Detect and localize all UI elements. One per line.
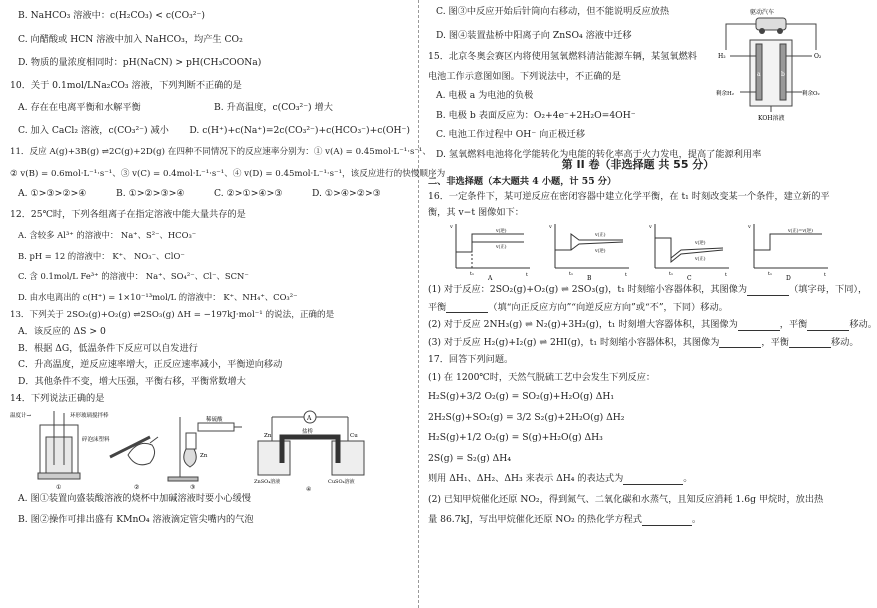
fuel-cell-diagram (716, 6, 836, 124)
label-salt-bridge: 盐桥 (302, 428, 314, 435)
q12-option-a: A. 含较多 Al³⁺ 的溶液中： Na⁺、S²⁻、HCO₃⁻ (18, 230, 197, 241)
equation-3: H₂S(g)+1/2 O₂(g) = S(g)+H₂O(g) ΔH₃ (428, 432, 603, 444)
graph-d-curve1: v(正)=v(逆) (787, 229, 813, 235)
q11-stem-2: ② v(B) = 0.6mol·L⁻¹·s⁻¹、③ v(C) = 0.4mol·L⁻¹·s⁻¹、④ v(D) = 0.45mol·L⁻¹·s⁻¹，该反应进行的快慢顺序为 (10, 168, 446, 179)
q16-part1-line2 (428, 302, 848, 314)
q16-part3 (428, 336, 859, 349)
q16-stem-2: 衡，其 v−t 图像如下： (428, 206, 524, 218)
q12-option-c: C. 含 0.1mol/L Fe³⁺ 的溶液中： Na⁺、SO₄²⁻、Cl⁻、SCN⁻ (18, 271, 249, 282)
q17-part1-answer: 则用 ΔH₁、ΔH₂、ΔH₃ 来表示 ΔH₄ 的表达式为 。 (428, 473, 693, 485)
q17-stem: 17．回答下列问题。 (428, 354, 514, 366)
graph-c-curve2: v(正) (694, 257, 706, 263)
graph-d-ylabel: v (747, 224, 751, 231)
q10-options-row1 (10, 102, 410, 114)
graph-b-ylabel: v (549, 224, 553, 231)
q16-part3-blank2[interactable] (789, 338, 831, 348)
q14-stem: 14．下列说法正确的是 (10, 393, 105, 405)
q16-part3-text3: 移动。 (830, 336, 859, 348)
vt-graph-c (648, 220, 731, 283)
label-zn-electrode: Zn (264, 432, 272, 439)
q17-part2: (2) 已知甲烷催化还原 NO₂，得到氮气、二氧化碳和水蒸气，且知反应消耗 1.6g 甲烷时，放出热 (428, 493, 824, 505)
q17-part1-text: 则用 ΔH₁、ΔH₂、ΔH₃ 来表示 ΔH₄ 的表达式为 (428, 473, 624, 485)
svg-text:A: A (307, 414, 312, 422)
q10-stem: 10．关于 0.1mol/LNa₂CO₃ 溶液，下列判断不正确的是 (10, 79, 242, 91)
label-fig3: ③ (190, 483, 196, 491)
graph-a-label: A (488, 275, 493, 283)
q16-part2-text3: 移动。 (849, 319, 877, 331)
q11-option-c: C. ②>①>④>③ (214, 188, 283, 200)
q13-option-c: C．升高温度，逆反应速率增大，正反应速率减小，平衡逆向移动 (18, 359, 283, 371)
label-cuso4: CuSO₄溶液 (328, 478, 355, 485)
label-fig1: ① (56, 483, 62, 491)
q12-stem: 12．25℃时，下列各组离子在指定溶液中能大量共存的是 (10, 208, 246, 220)
label-o2: O₂ (814, 53, 822, 60)
q16-vt-graphs (428, 220, 848, 283)
q16-part1-text3: 平衡 (428, 301, 447, 313)
q14-option-d: D. 图④装置盐桥中阳离子向 ZnSO₄ 溶液中迁移 (436, 29, 632, 41)
graph-a-t1: t₁ (470, 271, 475, 278)
q10-option-d: D. c(H⁺)+c(Na⁺)=2c(CO₃²⁻)+c(HCO₃⁻)+c(OH⁻) (189, 124, 410, 136)
q15-option-c: C. 电池工作过程中 OH⁻ 向正极迁移 (436, 129, 586, 140)
q16-part3-text: (3) 对于反应 H₂(g)+I₂(g) ⇌ 2HI(g)，t₁ 时刻缩小容器体积，其图像为 (428, 336, 720, 348)
q17-part1: (1) 在 1200℃时，天然气脱硫工艺中会发生下列反应： (428, 371, 656, 383)
q16-part1-text4: （填“向正反应方向”“向逆反应方向”或“不”，下同）移动。 (488, 301, 728, 313)
q10-option-b: B. 升高温度，c(CO₃²⁻) 增大 (214, 102, 333, 113)
right-column (428, 4, 877, 526)
label-foam: 碎泡沫塑料 (82, 436, 110, 443)
label-znso4: ZnSO₄溶液 (254, 478, 281, 485)
q15-stem-2: 电池工作示意图如图。下列说法中，不正确的是 (428, 70, 621, 82)
graph-a-curve1: v(逆) (496, 229, 507, 235)
column-divider (418, 0, 419, 608)
q11-option-b: B. ①>②>③>④ (116, 188, 185, 200)
section-2-subtitle: 二、非选择题（本大题共 4 小题，计 55 分） (428, 175, 617, 187)
graph-b-label: B (587, 275, 592, 283)
q11-option-a: A. ①>③>②>④ (18, 188, 87, 200)
car-icon (756, 18, 786, 30)
q16-part2-text: (2) 对于反应 2NH₃(g) ⇌ N₂(g)+3H₂(g)，t₁ 时刻增大容器体积，其图像为 (428, 319, 738, 331)
graph-d-t1: t₁ (767, 271, 772, 278)
q16-part1-text2: （填字母，下同）， (789, 284, 868, 296)
graph-b-curve2: v(逆) (595, 249, 606, 255)
graph-c-ylabel: v (648, 224, 652, 231)
q9-option-b: B. NaHCO₃ 溶液中：c(H₂CO₃) < c(CO₃²⁻) (18, 10, 205, 21)
graph-a-curve2: v(正) (496, 245, 507, 251)
q9-option-c: C. 向醋酸或 HCN 溶液中加入 NaHCO₃，均产生 CO₂ (18, 33, 243, 45)
q15-option-a: A. 电极 a 为电池的负极 (436, 90, 534, 101)
label-remaining-h2: 剩余H₂ (716, 91, 735, 97)
q16-part3-text2: ，平衡 (761, 336, 789, 348)
label-drive-car: 驱动汽车 (750, 9, 775, 16)
label-h2: H₂ (718, 53, 726, 60)
q12-option-b: B. pH = 12 的溶液中： K⁺、 NO₃⁻、ClO⁻ (18, 250, 185, 261)
graph-d-xlabel: t (823, 272, 826, 279)
q11-stem: 11．反应 A(g)+3B(g) ⇌2C(g)+2D(g) 在四种不同情况下的反应速率分别为：① v(A) = 0.45mol·L⁻¹·s⁻¹、 (10, 147, 431, 157)
q10-options-row2 (10, 125, 410, 137)
graph-d-label: D (785, 275, 791, 283)
q16-stem: 16．一定条件下，某可逆反应在密闭容器中建立化学平衡，在 t₁ 时刻改变某一个条件，建立新的平 (428, 191, 830, 203)
label-acid: 稀硫酸 (206, 416, 223, 423)
graph-a-ylabel: v (450, 224, 453, 231)
q16-part2-blank2[interactable] (807, 321, 849, 331)
q14-option-b: B. 图②操作可排出盛有 KMnO₄ 溶液滴定管尖嘴内的气泡 (18, 514, 254, 526)
q12-option-d: D. 由水电离出的 c(H⁺) = 1×10⁻¹³mol/L 的溶液中： K⁺、NH₄⁺、CO₃²⁻ (18, 291, 298, 302)
q13-option-b: B．根据 ΔG，低温条件下反应可以自发进行 (18, 342, 198, 354)
q13-option-d: D．其他条件不变，增大压强，平衡右移，平衡常数增大 (18, 375, 246, 387)
q16-part3-blank1[interactable] (719, 338, 761, 348)
vt-graph-d (747, 220, 830, 283)
q16-part2-text2: ，平衡 (779, 319, 808, 331)
label-fig2: ② (134, 483, 140, 491)
q15-option-d: D. 氢氧燃料电池将化学能转化为电能的转化率高于火力发电，提高了能源利用率 (436, 148, 762, 160)
q17-part2-line2: 量 86.7kJ，写出甲烷催化还原 NO₂ 的热化学方程式 。 (428, 514, 702, 526)
label-fig4: ④ (306, 485, 312, 493)
graph-c-curve1: v(逆) (694, 241, 706, 247)
label-electrode-a: a (757, 71, 761, 78)
burette-diagram (110, 437, 158, 491)
q16-part1 (428, 284, 868, 296)
label-thermometer: 温度计→ (10, 412, 32, 419)
q16-part1-blank1[interactable] (747, 286, 789, 296)
q15-block (428, 6, 848, 160)
graph-c-xlabel: t (724, 272, 727, 279)
equation-1: H₂S(g)+3/2 O₂(g) = SO₂(g)+H₂O(g) ΔH₁ (428, 391, 615, 403)
q10-option-a: A. 存在在电离平衡和水解平衡 (18, 102, 141, 113)
q16-part2 (428, 319, 877, 331)
equation-4: 2S(g) = S₂(g) ΔH₄ (428, 452, 512, 464)
label-cu-electrode: Cu (350, 432, 358, 439)
q11-option-d: D. ①>④>②>③ (312, 188, 381, 200)
q16-part1-blank2[interactable] (446, 303, 488, 313)
q15-option-b: B. 电极 b 表面反应为：O₂+4e⁻+2H₂O=4OH⁻ (436, 109, 636, 121)
q15-stem: 15．北京冬奥会赛区内将使用氢氧燃料清洁能源车辆，某氢氧燃料 (428, 51, 697, 62)
q13-stem: 13．下列关于 2SO₂(g)+O₂(g) ⇌2SO₃(g) ΔH = −197kJ·mol⁻¹ 的说法，正确的是 (10, 310, 335, 321)
label-zn: Zn (200, 452, 208, 459)
q17-part1-blank[interactable] (623, 475, 683, 485)
graph-c-label: C (686, 275, 692, 283)
galvanic-cell-diagram (254, 411, 364, 493)
section-2-title: 第 II 卷（非选择题 共 55 分） (561, 158, 715, 171)
label-koh: KOH溶液 (758, 115, 785, 122)
syringe-diagram (168, 415, 242, 491)
vt-graph-b (549, 220, 631, 283)
q16-part1-text: (1) 对于反应：2SO₂(g)+O₂(g) ⇌ 2SO₃(g)，t₁ 时刻缩小容器体积，其图像为 (428, 284, 748, 296)
q17-part2-blank[interactable] (642, 516, 692, 526)
calorimeter-diagram (10, 411, 110, 491)
q17-part2-text: 量 86.7kJ，写出甲烷催化还原 NO₂ 的热化学方程式 (428, 514, 642, 526)
graph-b-t1: t₁ (569, 271, 574, 278)
label-stirrer: 环形玻璃搅拌棒 (70, 412, 109, 419)
q14-apparatus-figure (10, 407, 410, 491)
equation-2: 2H₂S(g)+SO₂(g) = 3/2 S₂(g)+2H₂O(g) ΔH₂ (428, 411, 625, 423)
q10-option-c: C. 加入 CaCl₂ 溶液，c(CO₃²⁻) 减小 (18, 124, 169, 136)
q16-part2-blank1[interactable] (738, 321, 780, 331)
label-electrode-b: b (781, 71, 785, 78)
graph-b-curve1: v(正) (595, 233, 606, 239)
q13-option-a: A．该反应的 ΔS > 0 (18, 326, 106, 338)
label-remaining-o2: 剩余O₂ (802, 91, 820, 97)
vt-graph-a (450, 220, 532, 283)
q9-option-d: D. 物质的量浓度相同时：pH(NaCN) > pH(CH₃COONa) (18, 57, 262, 68)
q14-option-a: A. 图①装置向盛装酸溶液的烧杯中加碱溶液时要小心缓慢 (18, 492, 251, 504)
left-column (10, 4, 446, 526)
graph-a-xlabel: t (526, 272, 529, 279)
graph-b-xlabel: t (625, 272, 628, 279)
q11-options (10, 188, 410, 200)
graph-c-t1: t₁ (668, 271, 673, 278)
q14-option-c: C. 图③中反应开始后针筒向右移动，但不能说明反应放热 (436, 6, 670, 17)
